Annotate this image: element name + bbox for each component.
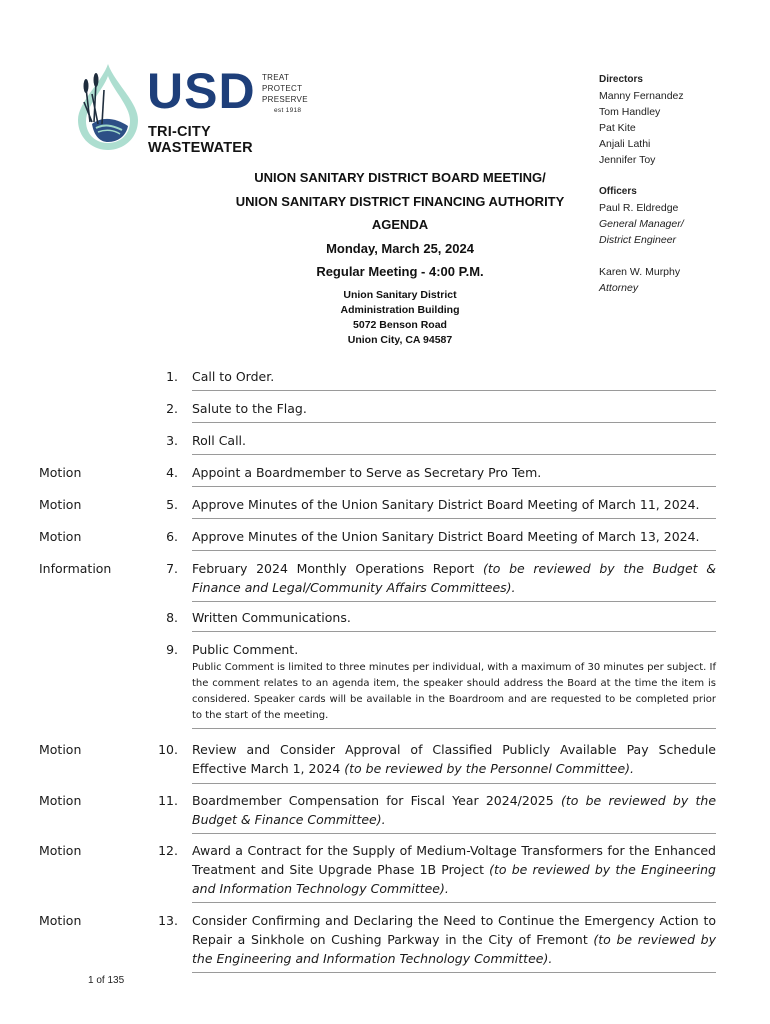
item-divider xyxy=(192,550,716,551)
item-action-label: Motion xyxy=(39,793,82,808)
officer-title: District Engineer xyxy=(599,234,677,246)
item-number: 3. xyxy=(166,433,178,448)
item-divider xyxy=(192,422,716,423)
water-drop-reeds-icon xyxy=(72,62,144,152)
item-action-label: Motion xyxy=(39,843,82,858)
directors-officers-panel xyxy=(599,72,759,296)
item-text: Review and Consider Approval of Classified Publicly Available Pay Schedule Effective March 1, 2024 (to be reviewed by the Personnel Committee). xyxy=(192,742,716,776)
item-number: 5. xyxy=(166,497,178,512)
page-number: 1 of 135 xyxy=(88,975,125,986)
director-name: Jennifer Toy xyxy=(599,154,656,166)
item-divider xyxy=(192,390,716,391)
item-divider xyxy=(192,518,716,519)
director-name: Tom Handley xyxy=(599,106,661,118)
item-action-label: Motion xyxy=(39,497,82,512)
item-number: 10. xyxy=(158,742,178,757)
item-number: 6. xyxy=(166,529,178,544)
item-text: Written Communications. xyxy=(192,610,351,625)
officers-heading: Officers xyxy=(599,186,637,197)
director-name: Pat Kite xyxy=(599,122,636,134)
item-divider xyxy=(192,601,716,602)
item-divider xyxy=(192,486,716,487)
item-text: Boardmember Compensation for Fiscal Year 2024/2025 (to be reviewed by the Budget & Finance Committee). xyxy=(192,793,717,827)
meeting-title: UNION SANITARY DISTRICT BOARD MEETING/ UNION SANITARY DISTRICT FINANCING AUTHORITY AGENDA Monday, March 25, 2024 Regular Meeting - 4:00 P.M. xyxy=(235,170,565,279)
director-name: Anjali Lathi xyxy=(599,138,651,150)
item-number: 2. xyxy=(166,401,178,416)
item-text: Appoint a Boardmember to Serve as Secretary Pro Tem. xyxy=(192,465,542,480)
item-text: February 2024 Monthly Operations Report (to be reviewed by the Budget & Finance and Legal/Community Affairs Committees). xyxy=(192,561,716,595)
item-number: 13. xyxy=(158,913,178,928)
item-number: 12. xyxy=(158,843,178,858)
item-number: 7. xyxy=(166,561,178,576)
item-text: Approve Minutes of the Union Sanitary District Board Meeting of March 13, 2024. xyxy=(192,529,700,544)
item-text: Public Comment. Public Comment is limited to three minutes per individual, with a maximum of 30 minutes per subject. If the comment relates to an agenda item, the speaker should address the Board at the time the item is considered. Speaker cards will be available in the Boardroom and are requested to be completed prior to the start of the meeting. xyxy=(192,640,716,724)
logo-subtitle: TRI-CITY WASTEWATER xyxy=(148,124,253,156)
item-action-label: Motion xyxy=(39,529,82,544)
item-action-label: Motion xyxy=(39,742,82,757)
logo-acronym: USD xyxy=(147,63,256,119)
item-divider xyxy=(192,783,716,784)
item-divider xyxy=(192,728,716,729)
meeting-address: Union Sanitary District Administration Building 5072 Benson Road Union City, CA 94587 xyxy=(340,289,460,346)
logo-tagline: TREAT PROTECT PRESERVE est 1918 xyxy=(262,73,308,114)
item-number: 8. xyxy=(166,610,178,625)
item-text: Salute to the Flag. xyxy=(192,401,307,416)
director-name: Manny Fernandez xyxy=(599,90,684,102)
item-text: Roll Call. xyxy=(192,433,246,448)
usd-logo xyxy=(72,62,312,156)
directors-heading: Directors xyxy=(599,74,643,85)
item-text: Award a Contract for the Supply of Medium-Voltage Transformers for the Enhanced Treatment and Site Upgrade Phase 1B Project (to be reviewed by the Engineering and Information Technology Committee). xyxy=(192,843,716,896)
item-divider xyxy=(192,972,716,973)
public-comment-note: Public Comment is limited to three minutes per individual, with a maximum of 30 minutes per subject. If the comment relates to an agenda item, the speaker should address the Board at the time the item is considered. Speaker cards will be available in the Boardroom and are requested to be completed prior to the start of the meeting. xyxy=(192,662,716,721)
item-divider xyxy=(192,902,716,903)
item-text: Approve Minutes of the Union Sanitary District Board Meeting of March 11, 2024. xyxy=(192,497,700,512)
item-number: 9. xyxy=(166,642,178,657)
item-divider xyxy=(192,454,716,455)
item-action-label: Motion xyxy=(39,913,82,928)
item-number: 1. xyxy=(166,369,178,384)
item-divider xyxy=(192,631,716,632)
item-text: Consider Confirming and Declaring the Need to Continue the Emergency Action to Repair a Sinkhole on Cushing Parkway in the City of Fremont (to be reviewed by the Engineering and Information Technology Committee). xyxy=(192,913,716,966)
item-action-label: Information xyxy=(39,561,112,576)
officer-name: Karen W. Murphy xyxy=(599,266,681,278)
officer-title: Attorney xyxy=(599,282,639,294)
item-number: 11. xyxy=(158,793,178,808)
officer-name: Paul R. Eldredge xyxy=(599,202,679,214)
item-divider xyxy=(192,833,716,834)
item-text: Call to Order. xyxy=(192,369,275,384)
officer-title: General Manager/ xyxy=(599,218,684,230)
item-action-label: Motion xyxy=(39,465,82,480)
item-number: 4. xyxy=(166,465,178,480)
